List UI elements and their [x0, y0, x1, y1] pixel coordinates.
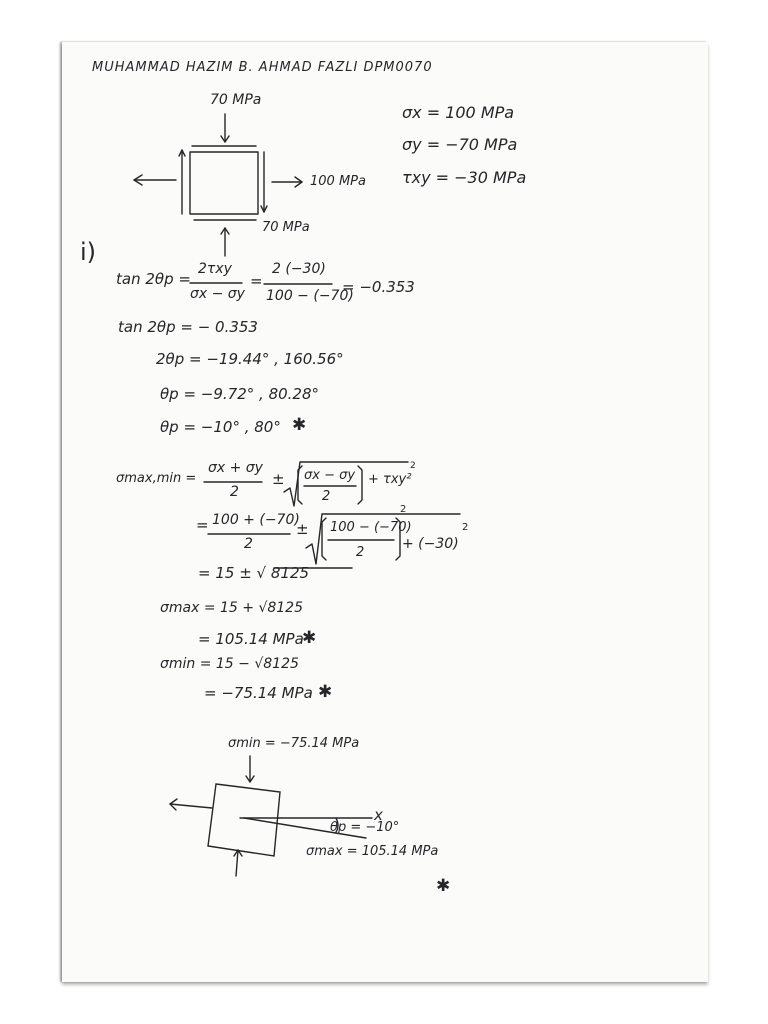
svg-text:2: 2: [400, 504, 407, 515]
sigma-maxmin-lhs: σmax,min =: [116, 471, 197, 486]
final-answer-mark: ✱: [436, 876, 451, 896]
x-axis-label: x: [374, 806, 383, 824]
sub-root-tail: + (−30): [402, 536, 459, 552]
eq4: θp = −9.72° , 80.28°: [160, 385, 320, 403]
right-load-label: 100 MPa: [310, 174, 366, 189]
rotated-left-arrow: [170, 804, 212, 808]
sigma-min-answer-mark: ✱: [318, 682, 333, 702]
svg-text:2: 2: [462, 522, 469, 533]
eq2: tan 2θp = − 0.353: [118, 318, 258, 336]
eq5: θp = −10° , 80°: [160, 418, 281, 436]
rotated-element-square: [208, 784, 280, 856]
angle-label: θp = −10°: [330, 820, 400, 835]
part-label: i): [80, 238, 97, 266]
eq1-numerator: 2τxy: [198, 261, 232, 277]
sigma-max-line1: σmax = 15 + √8125: [160, 600, 304, 616]
sigma-max-answer-mark: ✱: [302, 628, 317, 648]
student-name-id: MUHAMMAD HAZIM B. AHMAD FAZLI DPM0070: [92, 60, 433, 75]
formula-root-den: 2: [322, 489, 331, 504]
formula-frac1-den: 2: [230, 484, 239, 500]
rotated-max-label: σmax = 105.14 MPa: [306, 844, 439, 859]
rotated-min-label: σmin = −75.14 MPa: [228, 736, 360, 751]
simplified-eq: = 15 ± √ 8125: [198, 564, 310, 582]
sub-den: 2: [244, 536, 253, 552]
sub-root-num: 100 − (−70): [330, 520, 412, 535]
eq1-equals: =: [250, 272, 263, 290]
sub-root-den: 2: [356, 545, 365, 560]
rotated-bottom-arrow: [236, 850, 238, 876]
formula-root-num: σx − σy: [304, 468, 356, 483]
formula-root-tail: + τxy²: [368, 472, 412, 487]
sigma-max-line2: = 105.14 MPa: [198, 630, 304, 648]
eq1-result: = −0.353: [342, 278, 415, 296]
given-sigma-y: σy = −70 MPa: [402, 135, 518, 154]
tan-2theta-lhs: tan 2θp =: [116, 270, 191, 288]
sigma-min-line2: = −75.14 MPa: [204, 684, 313, 702]
bottom-load-label: 70 MPa: [262, 220, 310, 235]
eq5-answer-mark: ✱: [292, 415, 307, 435]
eq1-denominator-values: 100 − (−70): [266, 288, 354, 304]
formula-pm: ±: [272, 470, 285, 488]
sigma-min-line1: σmin = 15 − √8125: [160, 656, 299, 672]
given-sigma-x: σx = 100 MPa: [402, 103, 515, 122]
formula-frac1-num: σx + σy: [208, 460, 263, 476]
sub-pm: ±: [296, 520, 309, 538]
eq1-numerator-values: 2 (−30): [272, 261, 326, 277]
given-tau-xy: τxy = −30 MPa: [402, 168, 527, 187]
svg-text:2: 2: [410, 461, 416, 471]
top-load-label: 70 MPa: [210, 92, 262, 108]
eq1-denominator: σx − σy: [190, 286, 245, 302]
eq3: 2θp = −19.44° , 160.56°: [156, 350, 344, 368]
sub-equals: =: [196, 516, 209, 534]
sub-num: 100 + (−70): [212, 512, 300, 528]
